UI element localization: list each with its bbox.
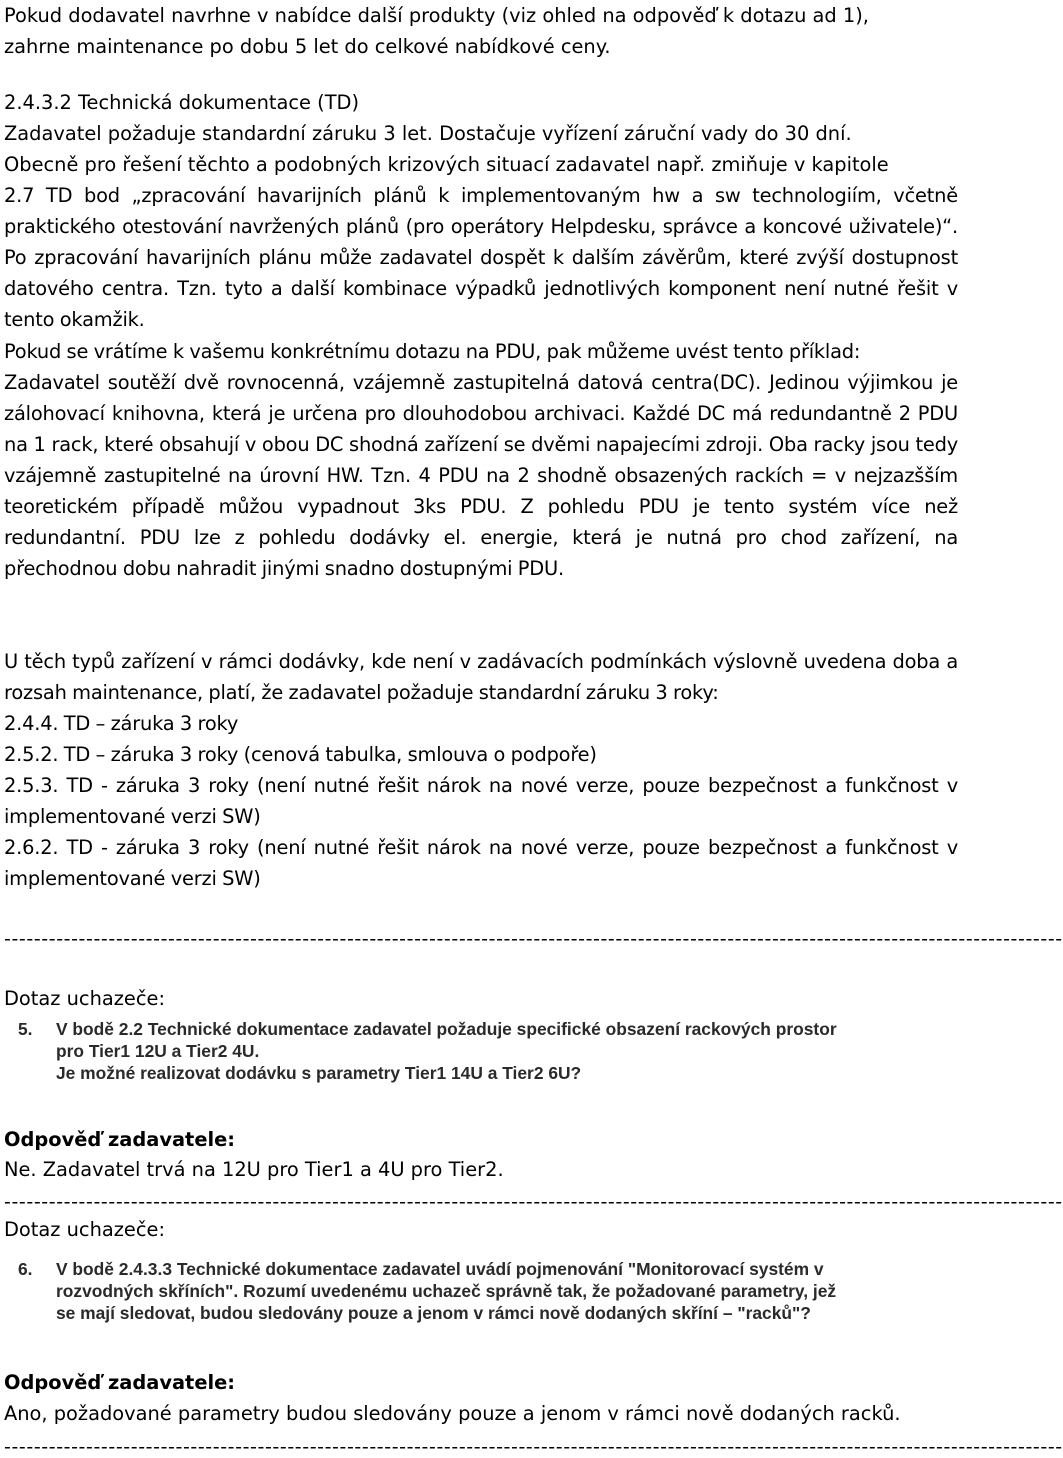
section-heading: 2.4.3.2 Technická dokumentace (TD) (4, 91, 360, 114)
warranty-item-4: 2.6.2. TD - záruka 3 roky (není nutné řešit nárok na nové verze, pouze bezpečnost a funkčnost v implementované verzi SW) (4, 836, 958, 890)
separator-line: ---------------------------------------------------------------------------------------------------------------------------------------------- (4, 928, 1063, 950)
answer-text: Ne. Zadavatel trvá na 12U pro Tier1 a 4U pro Tier2. (4, 1158, 504, 1181)
section-line-b: Obecně pro řešení těchto a podobných krizových situací zadavatel např. zmiňuje v kapitole (4, 153, 889, 176)
question-6 (18, 1258, 948, 1325)
intro-paragraph (4, 0, 958, 62)
question-5 (18, 1018, 948, 1085)
separator-line: ---------------------------------------------------------------------------------------------------------------------------------------------- (4, 1191, 1063, 1213)
question-line: rozvodných skříních". Rozumí uvedenému uchazeč správně tak, že požadované parametry, jež (56, 1281, 837, 1302)
answer-label: Odpověď zadavatele: (4, 1371, 236, 1394)
intro-line-2: zahrne maintenance po dobu 5 let do celkové nabídkové ceny. (4, 35, 611, 58)
section-block (4, 87, 958, 180)
havarijni-plany-paragraph: 2.7 TD bod „zpracování havarijních plánů k implementovaným hw a sw technologiím, včetně praktického otestování navržených plánů (pro operátory Helpdesku, správce a koncové uživatele)“. Po zpracování havarijních plánu může zadavatel dospět k dalším závěrům, které zvýší dostupnost datového centra. Tzn. tyto a další kombinace výpadků jednotlivých komponent není nutné řešit v tento okamžik. (4, 184, 958, 331)
question-line: Je možné realizovat dodávku s parametry Tier1 14U a Tier2 6U? (56, 1063, 582, 1084)
warranty-item-1: 2.4.4. TD – záruka 3 roky (4, 712, 239, 735)
datacenter-paragraph: Zadavatel soutěží dvě rovnocenná, vzájemně zastupitelná datová centra(DC). Jedinou výjimkou je zálohovací knihovna, která je určena pro dlouhodobou archivaci. Každé DC má redundantně 2 PDU na 1 rack, které obsahují v obou DC shodná zařízení se dvěmi napajecími zdroji. Oba racky jsou tedy vzájemně zastupitelné na úrovní HW. Tzn. 4 PDU na 2 shodně obsazených rackích = v nejzazšším teoretickém případě můžou vypadnout 3ks PDU. Z pohledu PDU je tento systém více než redundantní. PDU lze z pohledu dodávky el. energie, která je nutná pro chod zařízení, na přechodnou dobu nahradit jinými snadno dostupnými PDU. (4, 371, 958, 580)
question-number: 6. (18, 1259, 33, 1279)
question-line: se mají sledovat, budou sledovány pouze a jenom v rámci nově dodaných skříní – "racků"? (56, 1303, 811, 1324)
intro-line-1: Pokud dodavatel navrhne v nabídce další produkty (viz ohled na odpověď k dotazu ad 1), (4, 4, 869, 27)
pdu-example-intro: Pokud se vrátíme k vašemu konkrétnímu dotazu na PDU, pak můžeme uvést tento příklad: (4, 340, 861, 363)
question-line: V bodě 2.4.3.3 Technické dokumentace zadavatel uvádí pojmenování "Monitorovací systém v (56, 1259, 824, 1279)
question-line: pro Tier1 12U a Tier2 4U. (56, 1041, 260, 1062)
separator-line: ---------------------------------------------------------------------------------------------------------------------------------------------- (4, 1436, 1063, 1458)
question-label: Dotaz uchazeče: (4, 987, 165, 1010)
question-number: 5. (18, 1019, 33, 1039)
warranty-item-3: 2.5.3. TD - záruka 3 roky (není nutné řešit nárok na nové verze, pouze bezpečnost a funkčnost v implementované verzi SW) (4, 774, 958, 828)
answer-label: Odpověď zadavatele: (4, 1128, 236, 1151)
section-line-a: Zadavatel požaduje standardní záruku 3 let. Dostačuje vyřízení záruční vady do 30 dní. (4, 122, 852, 145)
question-line: V bodě 2.2 Technické dokumentace zadavatel požaduje specifické obsazení rackových prostor (56, 1019, 837, 1039)
warranty-intro: U těch typů zařízení v rámci dodávky, kde není v zadávacích podmínkách výslovně uvedena doba a rozsah maintenance, platí, že zadavatel požaduje standardní záruku 3 roky: (4, 650, 958, 704)
answer-text: Ano, požadované parametry budou sledovány pouze a jenom v rámci nově dodaných racků. (4, 1402, 901, 1425)
question-label: Dotaz uchazeče: (4, 1218, 165, 1241)
warranty-item-2: 2.5.2. TD – záruka 3 roky (cenová tabulka, smlouva o podpoře) (4, 743, 597, 766)
